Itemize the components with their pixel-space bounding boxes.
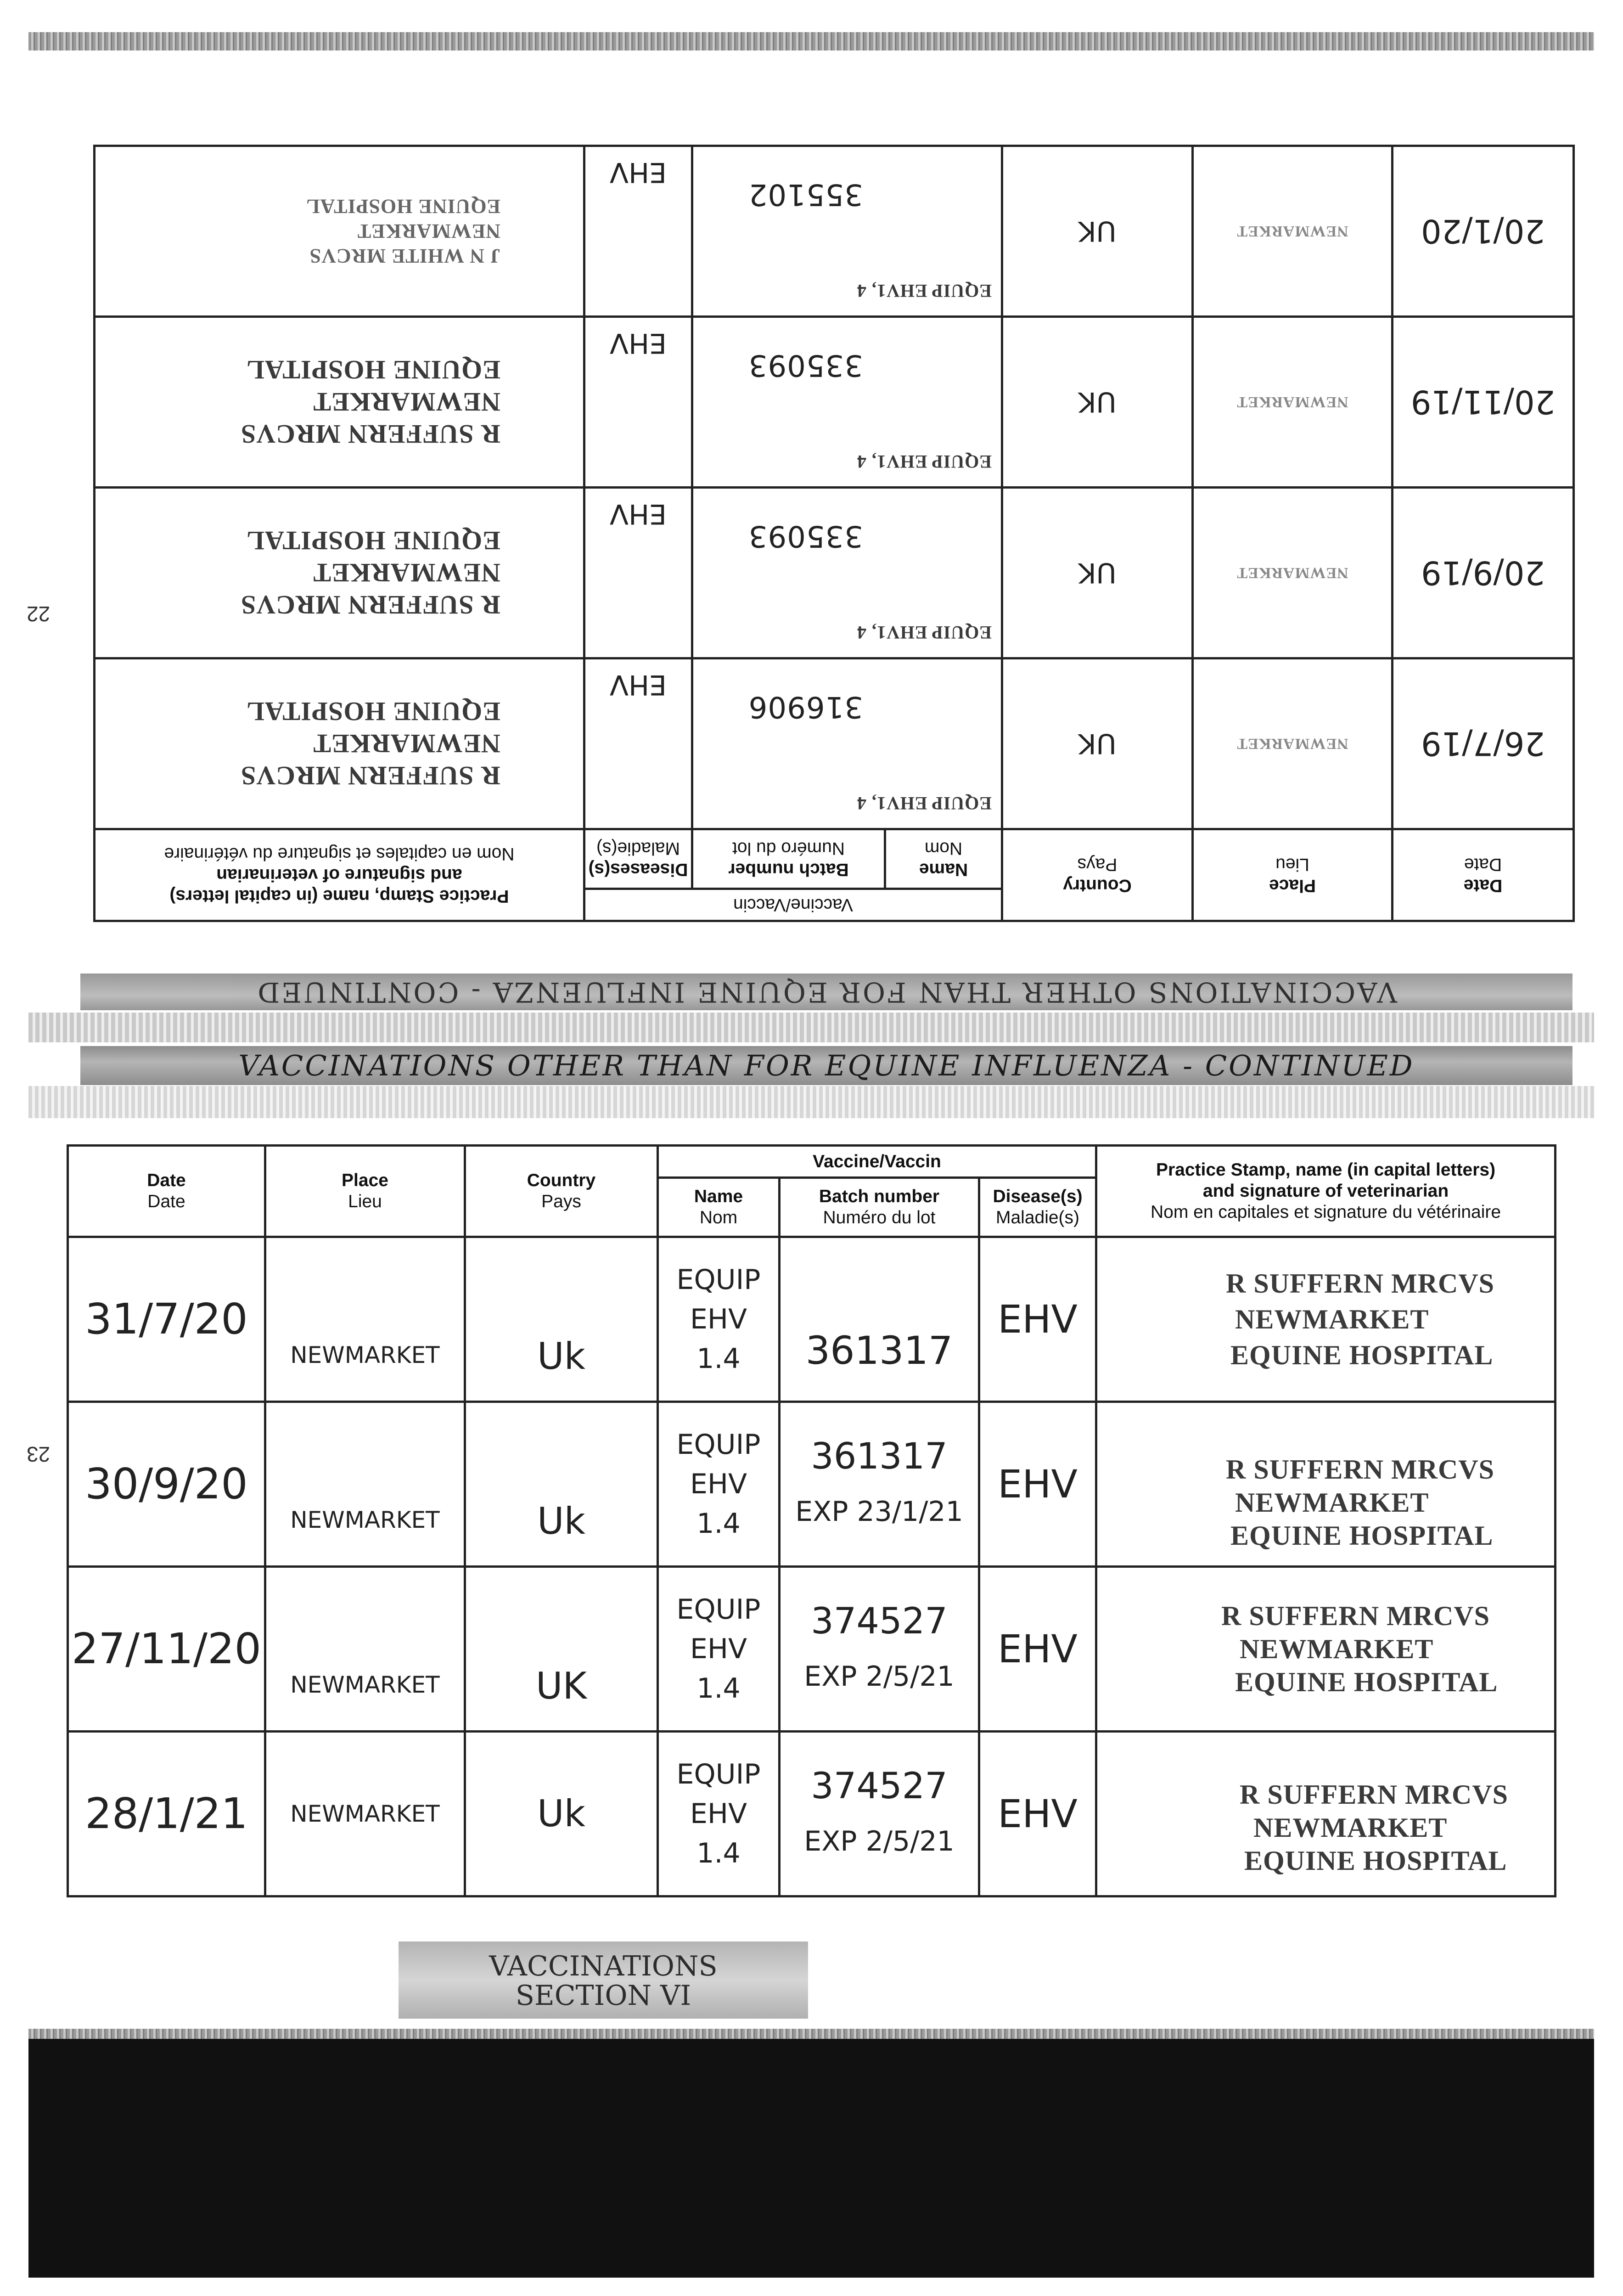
page-number-bottom: 23 xyxy=(27,1442,51,1466)
batch-cell xyxy=(780,1237,979,1401)
page-fold-strip xyxy=(28,1086,1594,1118)
table-row xyxy=(94,317,1573,488)
vaccine-name-cell xyxy=(658,1566,780,1731)
vaccine-name-line: EQUIP xyxy=(676,1263,761,1296)
batch-cell xyxy=(780,1566,979,1731)
batch-expiry: EXP 2/5/21 xyxy=(804,1825,955,1857)
stamp-line: EQUINE HOSPITAL xyxy=(1244,1845,1507,1876)
country-cell: Uk xyxy=(465,1401,658,1566)
stamp-cell xyxy=(94,488,584,658)
date-cell: 31/7/20 xyxy=(68,1237,265,1401)
stamp-line: R SUFFERN MRCVS xyxy=(1226,1454,1495,1485)
header-country: Country Pays xyxy=(465,1146,658,1237)
batch-number: 374527 xyxy=(811,1600,948,1642)
upper-header-batch: Batch number Numéro du lot xyxy=(692,829,885,889)
disease-cell: EHV xyxy=(584,146,692,317)
stamp-line: EQUINE HOSPITAL xyxy=(306,195,500,218)
date-cell: 20/1/20 xyxy=(1393,146,1574,317)
header-vaccine: Vaccine/Vaccin xyxy=(658,1146,1096,1178)
header-name: Name Nom xyxy=(658,1178,780,1237)
stamp-cell xyxy=(1096,1731,1556,1896)
vaccine-name-cell xyxy=(658,1401,780,1566)
vaccine-name-line: EQUIP xyxy=(676,1593,761,1626)
upper-header-disease: Diseases(s) Maladie(s) xyxy=(584,829,692,889)
header-date: Date Date xyxy=(68,1146,265,1237)
stamp-line: NEWMARKET xyxy=(1235,1487,1429,1518)
upper-header-name: Name Nom xyxy=(885,829,1002,889)
place-cell: NEWMARKET xyxy=(1193,488,1393,658)
batch-number: 316906 xyxy=(748,690,863,724)
place-cell: NEWMARKET xyxy=(265,1237,465,1401)
date-cell: 27/11/20 xyxy=(68,1566,265,1731)
vaccine-name-line: 1.4 xyxy=(696,1342,741,1375)
batch-number: 335093 xyxy=(748,348,863,382)
section-label xyxy=(399,1941,808,2019)
place-cell: NEWMARKET xyxy=(1193,658,1393,829)
table-row xyxy=(68,1566,1556,1731)
disease-cell: EHV xyxy=(979,1731,1096,1896)
stamp-line: NEWMARKET xyxy=(1253,1812,1448,1843)
disease-cell: EHV xyxy=(584,317,692,488)
country-cell: UK xyxy=(1002,658,1193,829)
scanner-black-area xyxy=(28,2039,1594,2278)
batch-cell xyxy=(780,1731,979,1896)
batch-number: 355102 xyxy=(748,177,863,211)
scan-edge-bottom xyxy=(28,2029,1594,2039)
section-label-line: SECTION VI xyxy=(515,1980,691,2012)
vaccine-name-batch-cell xyxy=(692,146,1002,317)
place-cell: NEWMARKET xyxy=(1193,146,1393,317)
stamp-line: J N WHITE MRCVS xyxy=(309,245,500,268)
batch-expiry: EXP 23/1/21 xyxy=(795,1495,963,1528)
upper-header-date: Date Date xyxy=(1393,829,1574,921)
stamp-line: NEWMARKET xyxy=(1240,1633,1434,1664)
vaccine-name: EQUIP EHV1, 4 xyxy=(856,451,992,472)
table-row xyxy=(94,488,1573,658)
vaccine-name-line: 1.4 xyxy=(696,1672,741,1705)
table-row xyxy=(68,1401,1556,1566)
upper-header-country: Country Pays xyxy=(1002,829,1193,921)
date-cell: 28/1/21 xyxy=(68,1731,265,1896)
vaccine-name-batch-cell xyxy=(692,488,1002,658)
stamp-line: EQUINE HOSPITAL xyxy=(1230,1520,1494,1551)
table-row xyxy=(68,1731,1556,1896)
lower-vaccination-table xyxy=(67,1144,1556,1897)
vaccine-name-line: 1.4 xyxy=(696,1837,741,1869)
vaccine-name-cell xyxy=(658,1237,780,1401)
upper-page-table-wrapper xyxy=(95,146,1575,922)
vaccine-name-cell xyxy=(658,1731,780,1896)
stamp-cell xyxy=(1096,1237,1556,1401)
stamp-line: NEWMARKET xyxy=(313,729,500,759)
vaccine-name-line: EHV xyxy=(690,1468,747,1500)
stamp-cell xyxy=(94,146,584,317)
vaccine-name-line: EHV xyxy=(690,1303,747,1335)
stamp-line: EQUINE HOSPITAL xyxy=(246,526,500,556)
stamp-cell xyxy=(1096,1401,1556,1566)
stamp-line: NEWMARKET xyxy=(313,558,500,588)
place-cell: NEWMARKET xyxy=(265,1566,465,1731)
date-cell: 20/11/19 xyxy=(1393,317,1574,488)
stamp-cell xyxy=(94,658,584,829)
upper-header-stamp: Practice Stamp, name (in capital letters) and signature of veterinarian Nom en capitales et signature du vétérinaire xyxy=(94,829,584,921)
vaccine-name-line: 1.4 xyxy=(696,1507,741,1540)
header-stamp: Practice Stamp, name (in capital letters) and signature of veterinarian Nom en capitales et signature du vétérinaire xyxy=(1096,1146,1556,1237)
country-cell: Uk xyxy=(465,1731,658,1896)
country-cell: UK xyxy=(1002,488,1193,658)
header-disease: Disease(s) Maladie(s) xyxy=(979,1178,1096,1237)
batch-number: 374527 xyxy=(811,1765,948,1807)
stamp-line: NEWMARKET xyxy=(1235,1304,1429,1334)
disease-cell: EHV xyxy=(979,1237,1096,1401)
upper-vaccination-table xyxy=(93,145,1575,922)
table-row xyxy=(68,1237,1556,1401)
stamp-line: NEWMARKET xyxy=(313,387,500,417)
stamp-cell xyxy=(1096,1566,1556,1731)
table-row xyxy=(94,658,1573,829)
banner-title-lower: VACCINATIONS OTHER THAN FOR EQUINE INFLUENZA - CONTINUED xyxy=(80,1046,1572,1085)
stamp-line: EQUINE HOSPITAL xyxy=(246,697,500,727)
vaccine-name: EQUIP EHV1, 4 xyxy=(856,281,992,301)
batch-number: 361317 xyxy=(811,1435,948,1477)
table-row xyxy=(94,146,1573,317)
country-cell: UK xyxy=(1002,317,1193,488)
country-cell: Uk xyxy=(465,1237,658,1401)
vaccine-name-line: EQUIP xyxy=(676,1428,761,1461)
vaccine-name: EQUIP EHV1, 4 xyxy=(856,622,992,643)
upper-header-vaccine: Vaccine/Vaccin xyxy=(584,889,1002,921)
batch-number: 335093 xyxy=(748,519,863,553)
header-place: Place Lieu xyxy=(265,1146,465,1237)
disease-cell: EHV xyxy=(584,658,692,829)
upper-header-place: Place Lieu xyxy=(1193,829,1393,921)
country-cell: UK xyxy=(465,1566,658,1731)
vaccine-name-line: EHV xyxy=(690,1632,747,1665)
banner-title-upper: VACCINATIONS OTHER THAN FOR EQUINE INFLUENZA - CONTINUED xyxy=(80,974,1572,1010)
date-cell: 20/9/19 xyxy=(1393,488,1574,658)
stamp-line: R SUFFERN MRCVS xyxy=(1221,1600,1490,1631)
vaccine-name: EQUIP EHV1, 4 xyxy=(856,793,992,814)
stamp-line: R SUFFERN MRCVS xyxy=(240,419,500,450)
disease-cell: EHV xyxy=(979,1401,1096,1566)
batch-expiry: EXP 2/5/21 xyxy=(804,1660,955,1693)
place-cell: NEWMARKET xyxy=(1193,317,1393,488)
vaccine-name-line: EHV xyxy=(690,1797,747,1830)
scan-edge-top xyxy=(28,32,1594,51)
vaccine-name-batch-cell xyxy=(692,658,1002,829)
stamp-cell xyxy=(94,317,584,488)
stamp-line: R SUFFERN MRCVS xyxy=(240,590,500,620)
stamp-line: EQUINE HOSPITAL xyxy=(1235,1666,1498,1697)
date-cell: 26/7/19 xyxy=(1393,658,1574,829)
header-batch: Batch number Numéro du lot xyxy=(780,1178,979,1237)
stamp-line: NEWMARKET xyxy=(357,220,500,243)
batch-cell xyxy=(780,1401,979,1566)
stamp-line: EQUINE HOSPITAL xyxy=(1230,1339,1494,1370)
place-cell: NEWMARKET xyxy=(265,1401,465,1566)
stamp-line: R SUFFERN MRCVS xyxy=(240,761,500,791)
date-cell: 30/9/20 xyxy=(68,1401,265,1566)
stamp-line: R SUFFERN MRCVS xyxy=(1240,1779,1509,1810)
vaccine-name-batch-cell xyxy=(692,317,1002,488)
page-fold-strip xyxy=(28,1013,1594,1042)
stamp-line: R SUFFERN MRCVS xyxy=(1226,1268,1495,1299)
batch-number: 361317 xyxy=(805,1328,953,1373)
stamp-line: EQUINE HOSPITAL xyxy=(246,355,500,385)
disease-cell: EHV xyxy=(584,488,692,658)
vaccine-name-line: EQUIP xyxy=(676,1758,761,1790)
disease-cell: EHV xyxy=(979,1566,1096,1731)
section-label-line: VACCINATIONS xyxy=(489,1950,718,1982)
place-cell: NEWMARKET xyxy=(265,1731,465,1896)
page-number-top: 22 xyxy=(27,602,51,626)
country-cell: UK xyxy=(1002,146,1193,317)
